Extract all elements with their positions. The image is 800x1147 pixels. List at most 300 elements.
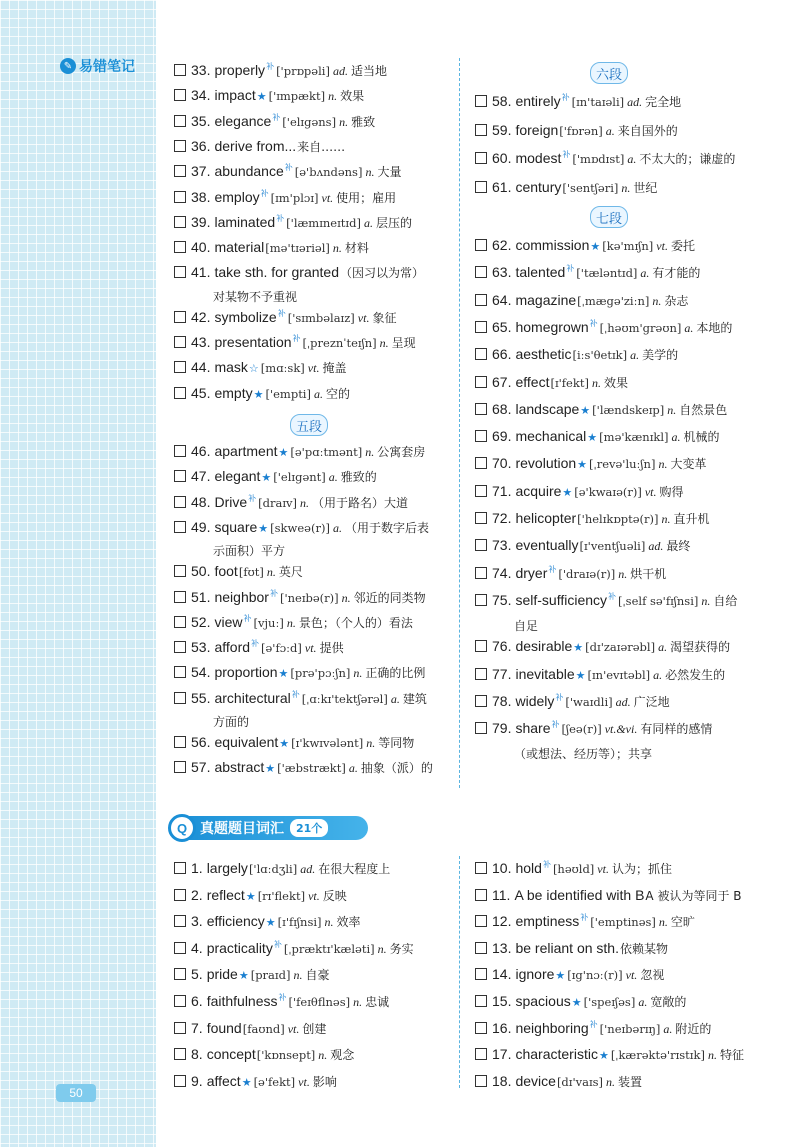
part-of-speech: vt. xyxy=(656,239,668,253)
phonetic: [fʊt] xyxy=(238,565,264,580)
part-of-speech: n. xyxy=(328,89,338,104)
part-of-speech: n. xyxy=(300,495,310,510)
phonetic: ['lɑːdʒli] xyxy=(248,862,298,876)
part-of-speech: n. xyxy=(652,293,662,308)
vocab-entry xyxy=(174,992,389,1013)
phonetic: [ə'kwaɪə(r)] xyxy=(574,484,642,499)
vocab-entry xyxy=(174,689,427,710)
entry-number: 55. xyxy=(191,689,211,706)
entry-word: foreign xyxy=(515,121,559,138)
part-of-speech: n. xyxy=(353,666,363,681)
entry-number: 46. xyxy=(191,443,211,459)
checkbox[interactable] xyxy=(174,761,186,773)
chinese-meaning: 忽视 xyxy=(640,968,665,983)
entry-word: desirable xyxy=(515,638,573,655)
entry-word: empty xyxy=(214,384,253,401)
entry-number: 11. xyxy=(492,886,511,903)
star-icon: ★ xyxy=(256,91,267,104)
entry-number: 65. xyxy=(492,318,512,335)
phonetic: ['draɪə(r)] xyxy=(558,566,616,581)
chinese-meaning: 装置 xyxy=(618,1074,643,1089)
entry-number: 14. xyxy=(492,966,512,983)
star-icon: ★ xyxy=(261,472,272,485)
checkbox[interactable] xyxy=(174,496,186,508)
entry-number: 33. xyxy=(191,62,211,78)
phonetic: [ˌɑːkɪ'tektʃərəl] xyxy=(301,691,388,706)
chinese-meaning: 在很大程度上 xyxy=(318,862,391,876)
checkbox[interactable] xyxy=(174,968,186,980)
checkbox[interactable] xyxy=(475,862,487,874)
phonetic: ['neɪbərɪŋ] xyxy=(599,1021,661,1036)
supplement-mark-icon: 补 xyxy=(272,112,281,122)
supplement-mark-icon: 补 xyxy=(278,993,287,1002)
entry-number: 42. xyxy=(191,308,211,325)
vocab-entry xyxy=(174,886,347,906)
checkbox[interactable] xyxy=(475,266,487,278)
checkbox[interactable] xyxy=(174,115,186,127)
phonetic: ['emptinəs] xyxy=(590,915,656,930)
chinese-meaning: 最终 xyxy=(666,539,691,554)
entry-word: largely xyxy=(206,860,248,876)
vocab-entry xyxy=(475,318,732,339)
chinese-meaning: 创建 xyxy=(302,1021,327,1036)
vocab-entry xyxy=(475,1019,711,1040)
entry-number: 56. xyxy=(191,734,211,750)
entry-number: 60. xyxy=(492,150,512,166)
chinese-meaning: 宽敞的 xyxy=(650,995,687,1009)
vocab-entry xyxy=(475,121,678,140)
checkbox[interactable] xyxy=(174,1048,186,1060)
phonetic: ['sentʃəri] xyxy=(562,180,619,195)
entry-number: 10. xyxy=(492,860,512,876)
entry-word: square xyxy=(214,518,258,535)
entry-word: revolution xyxy=(515,455,577,472)
part-of-speech: a. xyxy=(663,1021,673,1036)
entry-word: mechanical xyxy=(515,428,587,445)
chinese-meaning: 不太大的；谦虚的 xyxy=(639,152,736,166)
phonetic: [ə'bʌndəns] xyxy=(294,165,363,180)
checkbox[interactable] xyxy=(174,641,186,653)
part-of-speech: n. xyxy=(379,336,389,350)
entry-word: helicopter xyxy=(515,510,577,526)
phonetic: [ˌmægə'ziːn] xyxy=(577,293,650,308)
search-icon: Q xyxy=(168,814,196,842)
entry-number: 75. xyxy=(492,591,512,608)
vocab-entry xyxy=(475,291,688,310)
entry-word: practicality xyxy=(206,939,273,956)
checkbox[interactable] xyxy=(174,241,186,253)
chinese-meaning: 完全地 xyxy=(645,95,682,109)
entry-number: 67. xyxy=(492,373,512,390)
part-of-speech: a. xyxy=(658,640,668,655)
part-of-speech: n. xyxy=(318,1048,328,1063)
checkbox[interactable] xyxy=(475,668,487,680)
checkbox[interactable] xyxy=(174,1075,186,1087)
vocab-entry xyxy=(174,213,412,234)
entry-word: foot xyxy=(214,563,238,580)
checkbox[interactable] xyxy=(475,539,487,551)
checkbox[interactable] xyxy=(174,666,186,678)
section-heading-7: 七段 xyxy=(590,206,628,228)
star-icon: ★ xyxy=(265,763,276,776)
entry-number: 2. xyxy=(191,886,203,903)
entry-number: 39. xyxy=(191,213,211,230)
meaning-continued: 示面积）平方 xyxy=(213,544,286,559)
checkbox[interactable] xyxy=(475,403,487,415)
entry-word: be reliant on sth. xyxy=(515,939,619,956)
checkbox[interactable] xyxy=(174,361,186,373)
vocab-count-badge: 21个 xyxy=(290,819,328,837)
part-of-speech: n. xyxy=(366,736,376,750)
part-of-speech: a. xyxy=(605,123,615,138)
checkbox[interactable] xyxy=(174,889,186,901)
checkbox[interactable] xyxy=(475,594,487,606)
entry-word: widely xyxy=(515,692,555,709)
checkbox[interactable] xyxy=(174,1022,186,1034)
chinese-meaning: 广泛地 xyxy=(633,694,670,709)
phonetic: [skweə(r)] xyxy=(270,520,330,535)
phonetic: ['speɪʃəs] xyxy=(583,995,636,1009)
checkbox[interactable] xyxy=(174,995,186,1007)
checkbox[interactable] xyxy=(174,521,186,533)
entry-number: 48. xyxy=(191,493,211,510)
chinese-meaning: 等同物 xyxy=(378,736,415,750)
part-of-speech: n. xyxy=(365,445,375,459)
checkbox[interactable] xyxy=(475,512,487,524)
part-of-speech: n. xyxy=(621,180,631,195)
supplement-mark-icon: 补 xyxy=(561,93,570,102)
entry-number: 68. xyxy=(492,400,512,417)
part-of-speech: n. xyxy=(707,1048,717,1063)
checkbox[interactable] xyxy=(174,336,186,348)
chinese-meaning: 世纪 xyxy=(633,180,658,195)
vocab-entry xyxy=(174,238,369,257)
vocab-entry xyxy=(475,637,730,657)
checkbox[interactable] xyxy=(475,1075,487,1087)
entry-word: presentation xyxy=(214,334,292,350)
vocab-entry xyxy=(174,358,346,378)
chinese-meaning: 渴望获得的 xyxy=(670,640,731,655)
meaning-continued: 自足 xyxy=(514,619,539,634)
entry-number: 6. xyxy=(191,993,203,1009)
vocab-entry xyxy=(174,939,414,960)
phonetic: [praɪd] xyxy=(250,968,291,983)
entry-number: 43. xyxy=(191,334,211,350)
checkbox[interactable] xyxy=(174,565,186,577)
vocab-entry xyxy=(475,912,695,933)
checkbox[interactable] xyxy=(475,1022,487,1034)
vocab-entry xyxy=(475,1072,642,1091)
phonetic: [ˌkærəktə'rɪstɪk] xyxy=(610,1048,705,1063)
checkbox[interactable] xyxy=(174,942,186,954)
entry-word: emptiness xyxy=(515,913,580,930)
chinese-meaning: 公寓套房 xyxy=(377,445,426,459)
checkbox[interactable] xyxy=(174,191,186,203)
chinese-meaning: 购得 xyxy=(659,484,684,499)
part-of-speech: n. xyxy=(293,968,303,983)
checkbox[interactable] xyxy=(475,942,487,954)
checkbox[interactable] xyxy=(174,216,186,228)
vocab-entry xyxy=(174,442,425,462)
star-icon: ★ xyxy=(265,917,276,930)
entry-number: 66. xyxy=(492,346,512,363)
checkbox[interactable] xyxy=(475,124,487,136)
meaning-continued: （或想法、经历等）；共享 xyxy=(514,747,653,762)
phonetic: [prə'pɔːʃn] xyxy=(290,666,351,681)
checkbox[interactable] xyxy=(475,294,487,306)
chinese-meaning: 自给 xyxy=(713,593,738,608)
supplement-mark-icon: 补 xyxy=(551,720,560,730)
vocab-entry xyxy=(475,536,690,555)
vocab-entry xyxy=(475,178,657,197)
star-icon: ★ xyxy=(580,404,591,417)
part-of-speech: n. xyxy=(591,375,601,390)
supplement-mark-icon: 补 xyxy=(548,564,557,574)
entry-word: laminated xyxy=(214,213,276,230)
entry-number: 3. xyxy=(191,913,203,930)
part-of-speech: n. xyxy=(606,1074,616,1089)
chinese-meaning: 大量 xyxy=(377,165,402,180)
part-of-speech: ad. xyxy=(332,64,348,78)
entry-number: 50. xyxy=(191,563,211,580)
chinese-meaning: 依赖某物 xyxy=(619,941,668,956)
chinese-meaning: 空的 xyxy=(325,386,350,401)
checkbox[interactable] xyxy=(174,692,186,704)
checkbox[interactable] xyxy=(475,915,487,927)
supplement-mark-icon: 补 xyxy=(266,62,275,71)
supplement-mark-icon: 补 xyxy=(284,163,293,173)
chinese-meaning: 效率 xyxy=(336,915,361,930)
part-of-speech: n. xyxy=(658,915,668,930)
part-of-speech: n. xyxy=(324,915,334,930)
hollow-star-icon: ☆ xyxy=(248,363,259,376)
phonetic: [ˌhəʊm'grəʊn] xyxy=(599,320,682,335)
entry-word: acquire xyxy=(515,482,562,499)
chinese-meaning: 提供 xyxy=(319,641,344,656)
checkbox[interactable] xyxy=(475,457,487,469)
supplement-mark-icon: 补 xyxy=(589,318,598,328)
supplement-mark-icon: 补 xyxy=(269,588,278,598)
supplement-mark-icon: 补 xyxy=(273,939,282,949)
entry-number: 41. xyxy=(191,264,211,281)
entry-number: 61. xyxy=(492,178,512,195)
checkbox[interactable] xyxy=(475,430,487,442)
chinese-meaning: （因习以为常） xyxy=(340,266,425,281)
entry-word: abstract xyxy=(214,759,265,776)
checkbox[interactable] xyxy=(475,1048,487,1060)
checkbox[interactable] xyxy=(475,321,487,333)
brand-text: 易错笔记 xyxy=(79,59,135,75)
part-of-speech: n. xyxy=(266,565,276,580)
star-icon: ★ xyxy=(573,642,584,655)
chinese-meaning: A 被认为等同于 B xyxy=(645,888,742,903)
star-icon: ★ xyxy=(241,1076,252,1089)
phonetic: [ɪn'evɪtəbl] xyxy=(587,667,651,682)
star-icon: ★ xyxy=(577,459,588,472)
entry-number: 49. xyxy=(191,518,211,535)
phonetic: [dɪ'zaɪərəbl] xyxy=(585,640,656,655)
entry-number: 64. xyxy=(492,291,512,308)
checkbox[interactable] xyxy=(174,915,186,927)
chinese-meaning: （用于路名）大道 xyxy=(312,495,409,510)
checkbox[interactable] xyxy=(174,266,186,278)
checkbox[interactable] xyxy=(174,736,186,748)
supplement-mark-icon: 补 xyxy=(248,493,257,503)
phonetic: [ˌpreznˈteɪʃn] xyxy=(302,336,377,350)
checkbox[interactable] xyxy=(174,311,186,323)
entry-word: take sth. for granted xyxy=(214,264,339,281)
entry-number: 37. xyxy=(191,163,211,180)
column-divider-top xyxy=(459,58,460,788)
entry-word: affect xyxy=(206,1072,241,1089)
part-of-speech: ad. xyxy=(615,694,631,709)
vocab-entry xyxy=(174,518,429,538)
checkbox[interactable] xyxy=(475,567,487,579)
checkbox[interactable] xyxy=(174,89,186,101)
phonetic: ['lændskeɪp] xyxy=(592,402,665,417)
supplement-mark-icon: 补 xyxy=(260,188,269,198)
entry-word: A be identified with B xyxy=(514,886,645,903)
supplement-mark-icon: 补 xyxy=(542,860,551,869)
checkbox[interactable] xyxy=(174,387,186,399)
entry-word: concept xyxy=(206,1046,256,1063)
chinese-meaning: 务实 xyxy=(389,941,414,956)
vocab-entry xyxy=(475,373,628,392)
vocab-entry xyxy=(475,345,678,364)
phonetic: ['ɪmpækt] xyxy=(268,89,326,104)
phonetic: ['æbstrækt] xyxy=(277,761,346,776)
vocab-entry xyxy=(174,467,377,487)
entry-number: 34. xyxy=(191,87,211,104)
entry-word: effect xyxy=(515,373,550,390)
phonetic: [kə'mɪʃn] xyxy=(602,239,654,253)
part-of-speech: vt.&vi. xyxy=(604,722,638,737)
entry-word: talented xyxy=(515,264,566,281)
entry-number: 58. xyxy=(492,93,512,109)
checkbox[interactable] xyxy=(475,995,487,1007)
phonetic: [mɑːsk] xyxy=(260,361,305,376)
part-of-speech: a. xyxy=(638,995,648,1009)
phonetic: ['feɪθflnəs] xyxy=(288,995,351,1009)
vocab-entry xyxy=(475,564,666,585)
entry-word: elegance xyxy=(214,112,272,129)
vocab-entry xyxy=(174,493,408,514)
phonetic: ['waɪdli] xyxy=(565,694,613,709)
entry-number: 45. xyxy=(191,384,211,401)
checkbox[interactable] xyxy=(475,485,487,497)
checkbox[interactable] xyxy=(174,64,186,76)
checkbox[interactable] xyxy=(475,695,487,707)
supplement-mark-icon: 补 xyxy=(251,639,260,649)
checkbox[interactable] xyxy=(475,722,487,734)
vocab-entry xyxy=(174,112,375,133)
part-of-speech: n. xyxy=(332,241,342,256)
entry-word: neighbor xyxy=(214,588,269,605)
entry-word: derive from... xyxy=(214,137,297,154)
chinese-meaning: 必然发生的 xyxy=(665,667,726,682)
checkbox[interactable] xyxy=(174,140,186,152)
chinese-meaning: 有同样的感情 xyxy=(640,722,713,737)
vocab-entry xyxy=(475,263,700,284)
star-icon: ★ xyxy=(279,738,290,750)
phonetic: ['empti] xyxy=(265,386,311,401)
vocab-entry xyxy=(174,758,433,778)
checkbox[interactable] xyxy=(174,445,186,457)
checkbox[interactable] xyxy=(475,95,487,107)
checkbox[interactable] xyxy=(475,239,487,251)
phonetic: [həʊld] xyxy=(552,862,595,876)
star-icon: ★ xyxy=(238,970,249,983)
star-icon: ★ xyxy=(278,668,289,681)
phonetic: ['kɒnsept] xyxy=(256,1048,316,1063)
entry-number: 40. xyxy=(191,239,211,256)
chinese-meaning: 忠诚 xyxy=(365,995,390,1009)
checkbox[interactable] xyxy=(174,165,186,177)
entry-word: device xyxy=(515,1072,556,1089)
part-of-speech: a. xyxy=(640,266,650,281)
supplement-mark-icon: 补 xyxy=(589,1019,598,1029)
checkbox[interactable] xyxy=(475,376,487,388)
checkbox[interactable] xyxy=(174,862,186,874)
chinese-meaning: 认为；抓住 xyxy=(611,862,672,876)
star-icon: ★ xyxy=(278,447,289,459)
checkbox[interactable] xyxy=(475,968,487,980)
chinese-meaning: 效果 xyxy=(340,89,365,104)
entry-number: 51. xyxy=(191,588,211,605)
part-of-speech: n. xyxy=(667,402,677,417)
chinese-meaning: 直升机 xyxy=(673,512,710,526)
chinese-meaning: 自然景色 xyxy=(679,402,728,417)
entry-word: abundance xyxy=(214,163,284,180)
entry-number: 35. xyxy=(191,112,211,129)
part-of-speech: n. xyxy=(658,457,668,472)
phonetic: ['sɪmbəlaɪz] xyxy=(287,310,355,325)
entry-number: 12. xyxy=(492,913,512,930)
chinese-meaning: 特征 xyxy=(719,1048,744,1063)
entry-word: commission xyxy=(515,237,590,253)
checkbox[interactable] xyxy=(174,591,186,603)
checkbox[interactable] xyxy=(174,616,186,628)
checkbox[interactable] xyxy=(174,470,186,482)
section-heading-5: 五段 xyxy=(290,414,328,436)
part-of-speech: vt. xyxy=(597,862,609,876)
entry-number: 72. xyxy=(492,510,512,526)
vocab-entry xyxy=(174,1072,337,1092)
entry-word: architectural xyxy=(214,689,291,706)
checkbox[interactable] xyxy=(475,640,487,652)
chinese-meaning: 景色；（个人的）看法 xyxy=(298,615,413,630)
checkbox[interactable] xyxy=(475,152,487,164)
star-icon: ★ xyxy=(587,432,598,445)
star-icon: ★ xyxy=(590,241,601,253)
checkbox[interactable] xyxy=(475,181,487,193)
supplement-mark-icon: 补 xyxy=(243,613,252,623)
checkbox[interactable] xyxy=(475,348,487,360)
part-of-speech: vt. xyxy=(304,641,317,656)
phonetic: [dɪ'vaɪs] xyxy=(556,1074,604,1089)
entry-number: 53. xyxy=(191,639,211,656)
entry-number: 47. xyxy=(191,468,211,485)
entry-number: 16. xyxy=(492,1019,512,1036)
chinese-meaning: 使用；雇用 xyxy=(336,190,397,205)
chinese-meaning: 邻近的同类物 xyxy=(353,590,426,605)
brand-logo xyxy=(60,56,135,76)
part-of-speech: vt. xyxy=(307,361,320,376)
checkbox[interactable] xyxy=(475,889,487,901)
vocab-entry xyxy=(475,454,706,474)
chinese-meaning: 有才能的 xyxy=(652,266,701,281)
phonetic: ['fɒrən] xyxy=(559,123,603,138)
